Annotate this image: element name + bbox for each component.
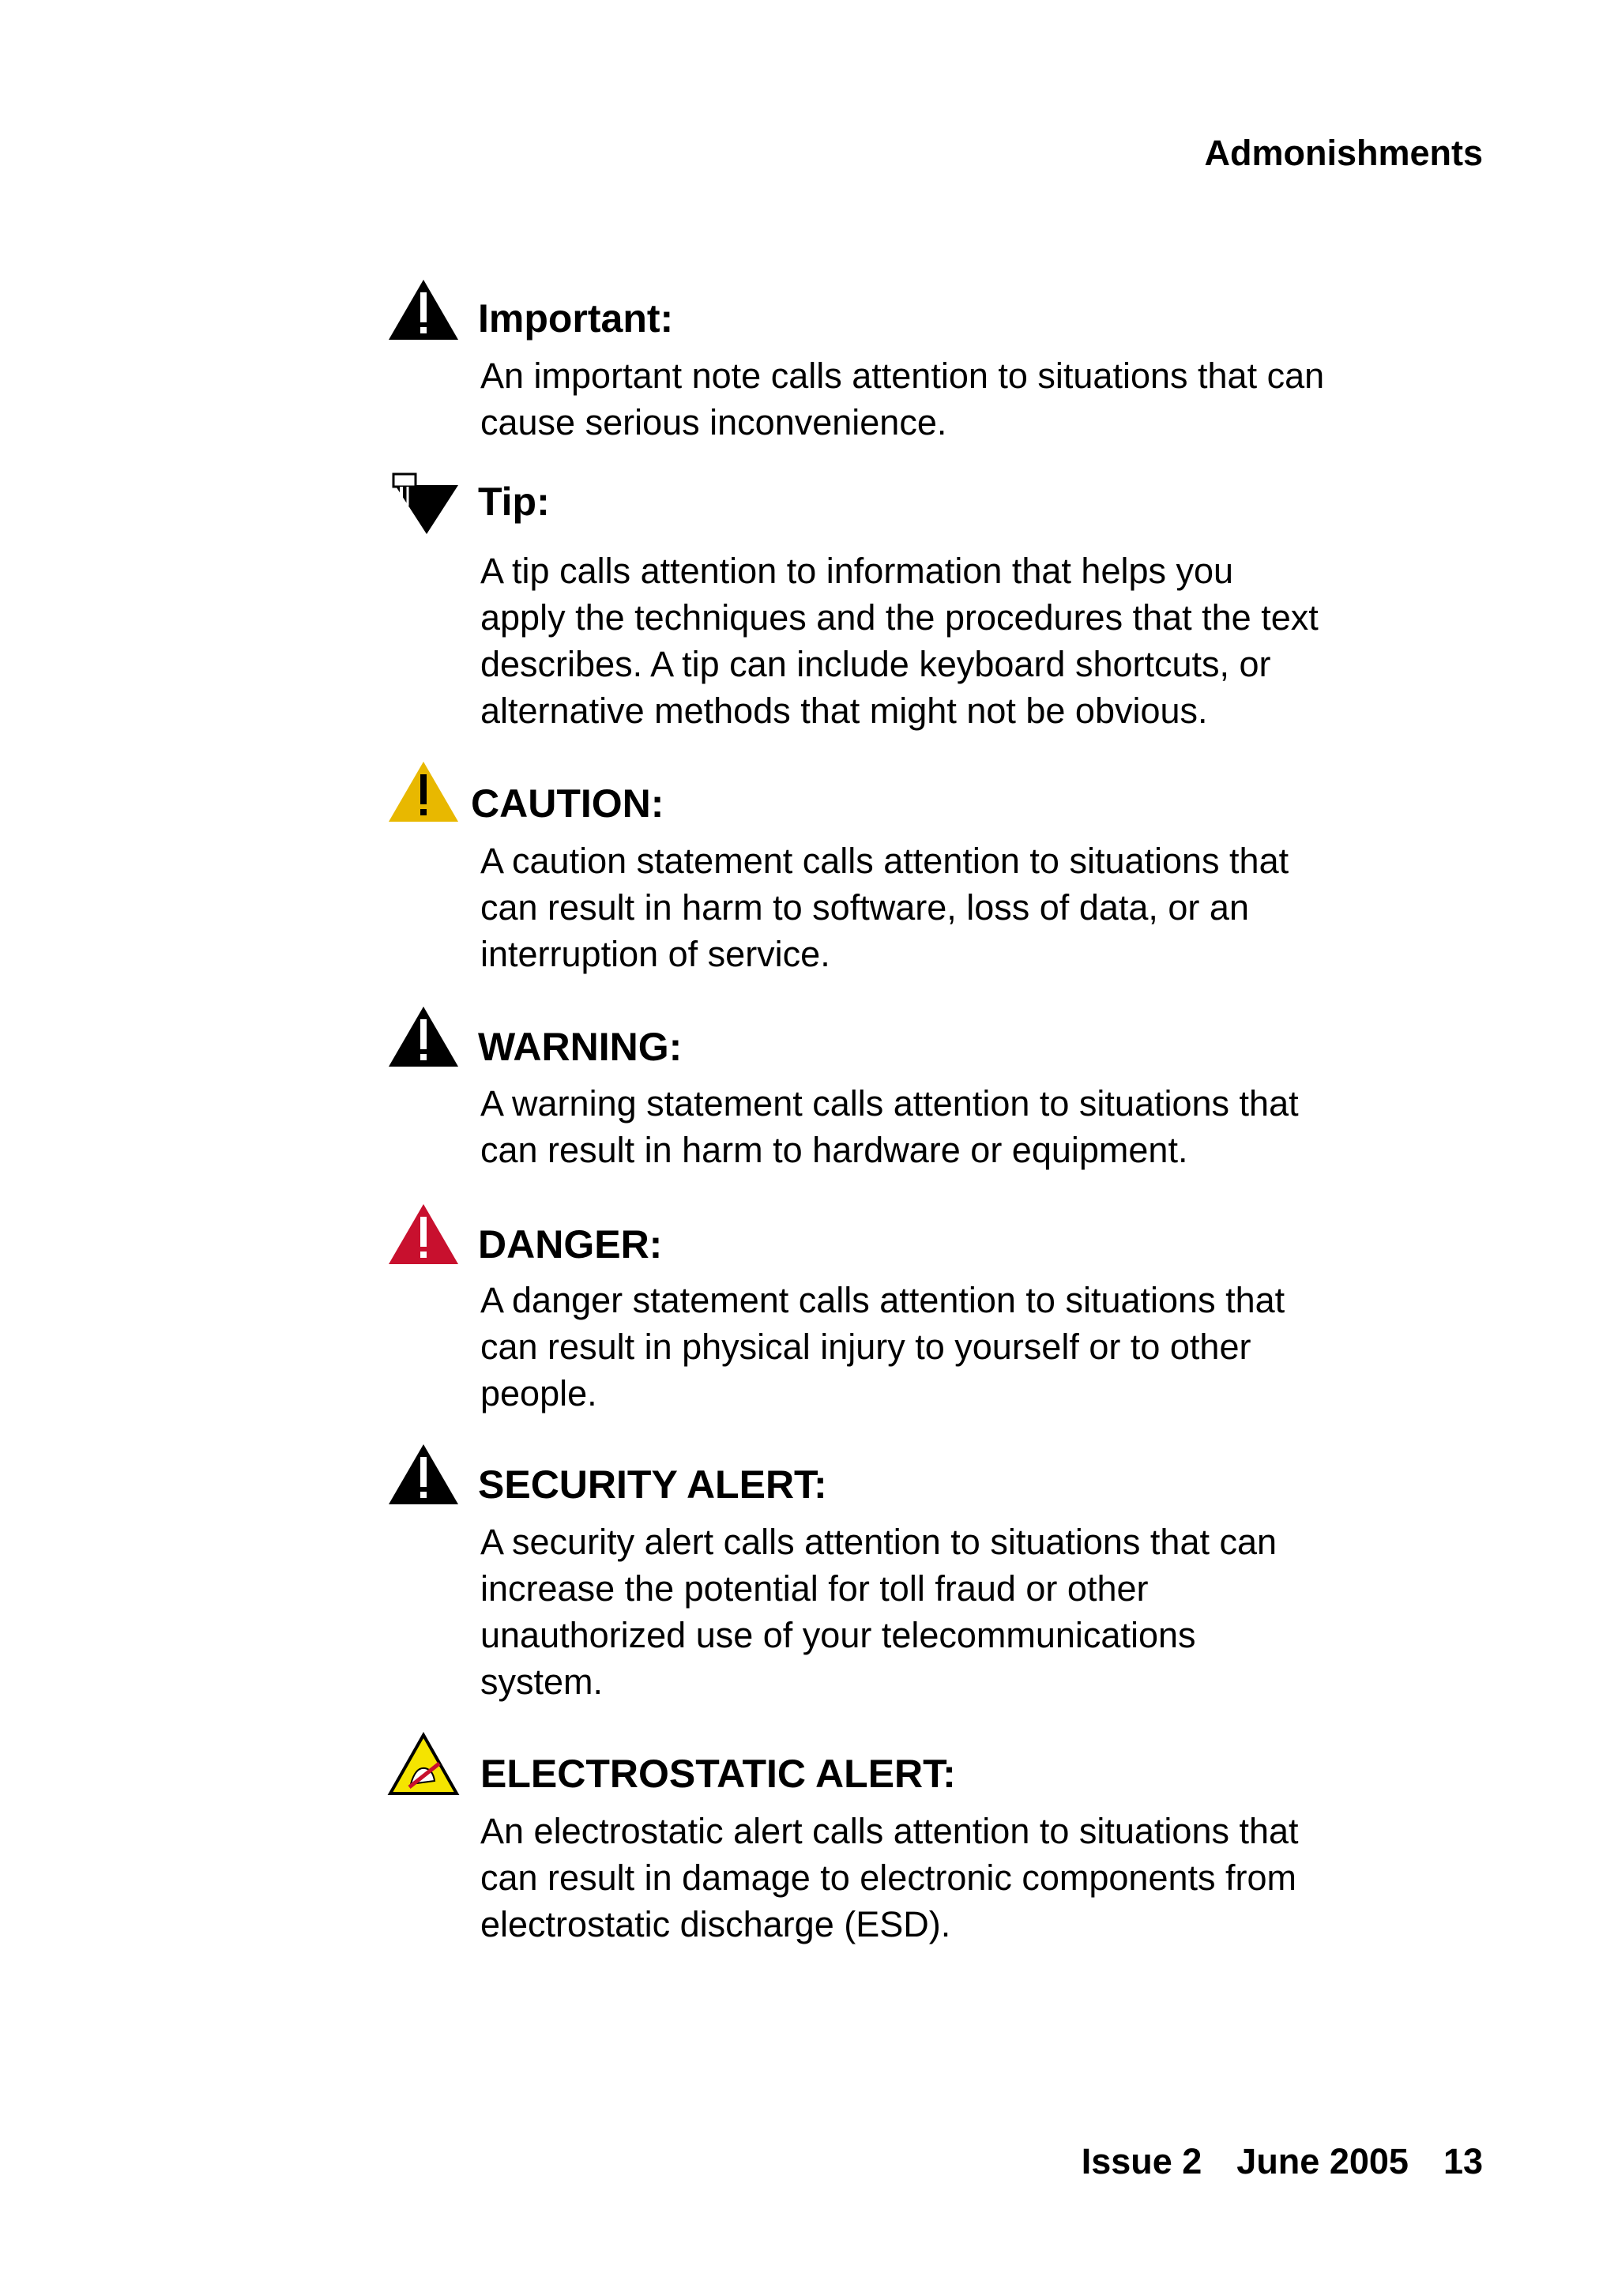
admonition-body-caution xyxy=(480,837,1492,977)
body-line: A caution statement calls attention to situations that xyxy=(480,841,1289,881)
body-line: electrostatic discharge (ESD). xyxy=(480,1904,951,1944)
body-line: people. xyxy=(480,1373,597,1413)
body-line: can result in physical injury to yourself or to other xyxy=(480,1327,1251,1367)
tip-pushpin-icon xyxy=(387,471,460,536)
body-line: can result in damage to electronic components from xyxy=(480,1858,1297,1898)
admonition-body-security-alert xyxy=(480,1519,1492,1705)
body-line: can result in harm to software, loss of data, or an xyxy=(480,887,1249,928)
body-line: describes. A tip can include keyboard shortcuts, or xyxy=(480,644,1271,684)
warning-triangle-icon xyxy=(387,278,460,343)
admonition-heading-warning: WARNING: xyxy=(478,1025,683,1069)
admonition-heading-danger: DANGER: xyxy=(478,1222,663,1267)
admonition-body-danger xyxy=(480,1277,1492,1417)
admonition-heading-electrostatic-alert: ELECTROSTATIC ALERT: xyxy=(480,1752,956,1796)
security-alert-triangle-icon xyxy=(387,1443,460,1507)
admonition-body-tip xyxy=(480,548,1492,734)
body-line: An important note calls attention to situations that can xyxy=(480,356,1325,396)
danger-triangle-icon xyxy=(387,1203,460,1267)
body-line: apply the techniques and the procedures that the text xyxy=(480,597,1319,638)
esd-triangle-icon xyxy=(387,1732,460,1797)
body-line: A danger statement calls attention to situations that xyxy=(480,1280,1285,1320)
page-footer xyxy=(1082,2141,1483,2182)
admonition-heading-tip: Tip: xyxy=(478,480,550,524)
footer-date: June 2005 xyxy=(1236,2141,1409,2181)
admonition-heading-important: Important: xyxy=(478,296,674,341)
warning-triangle-icon xyxy=(387,1005,460,1070)
body-line: A warning statement calls attention to situations that xyxy=(480,1083,1299,1124)
body-line: An electrostatic alert calls attention to situations that xyxy=(480,1811,1299,1851)
body-line: cause serious inconvenience. xyxy=(480,402,947,442)
caution-triangle-icon xyxy=(387,760,460,825)
body-line: increase the potential for toll fraud or other xyxy=(480,1568,1149,1609)
admonition-heading-security-alert: SECURITY ALERT: xyxy=(478,1462,827,1507)
footer-page-number: 13 xyxy=(1443,2141,1483,2181)
body-line: A security alert calls attention to situations that can xyxy=(480,1522,1277,1562)
body-line: interruption of service. xyxy=(480,934,830,974)
body-line: can result in harm to hardware or equipment. xyxy=(480,1130,1188,1170)
body-line: system. xyxy=(480,1662,604,1702)
admonition-body-important xyxy=(480,352,1492,446)
admonition-body-electrostatic-alert xyxy=(480,1808,1492,1948)
body-line: alternative methods that might not be obvious. xyxy=(480,691,1208,731)
body-line: A tip calls attention to information that helps you xyxy=(480,551,1234,591)
body-line: unauthorized use of your telecommunications xyxy=(480,1615,1196,1655)
admonition-heading-caution: CAUTION: xyxy=(471,781,664,826)
page-header-title: Admonishments xyxy=(1204,133,1483,173)
footer-issue: Issue 2 xyxy=(1081,2141,1202,2181)
admonition-body-warning xyxy=(480,1080,1492,1173)
